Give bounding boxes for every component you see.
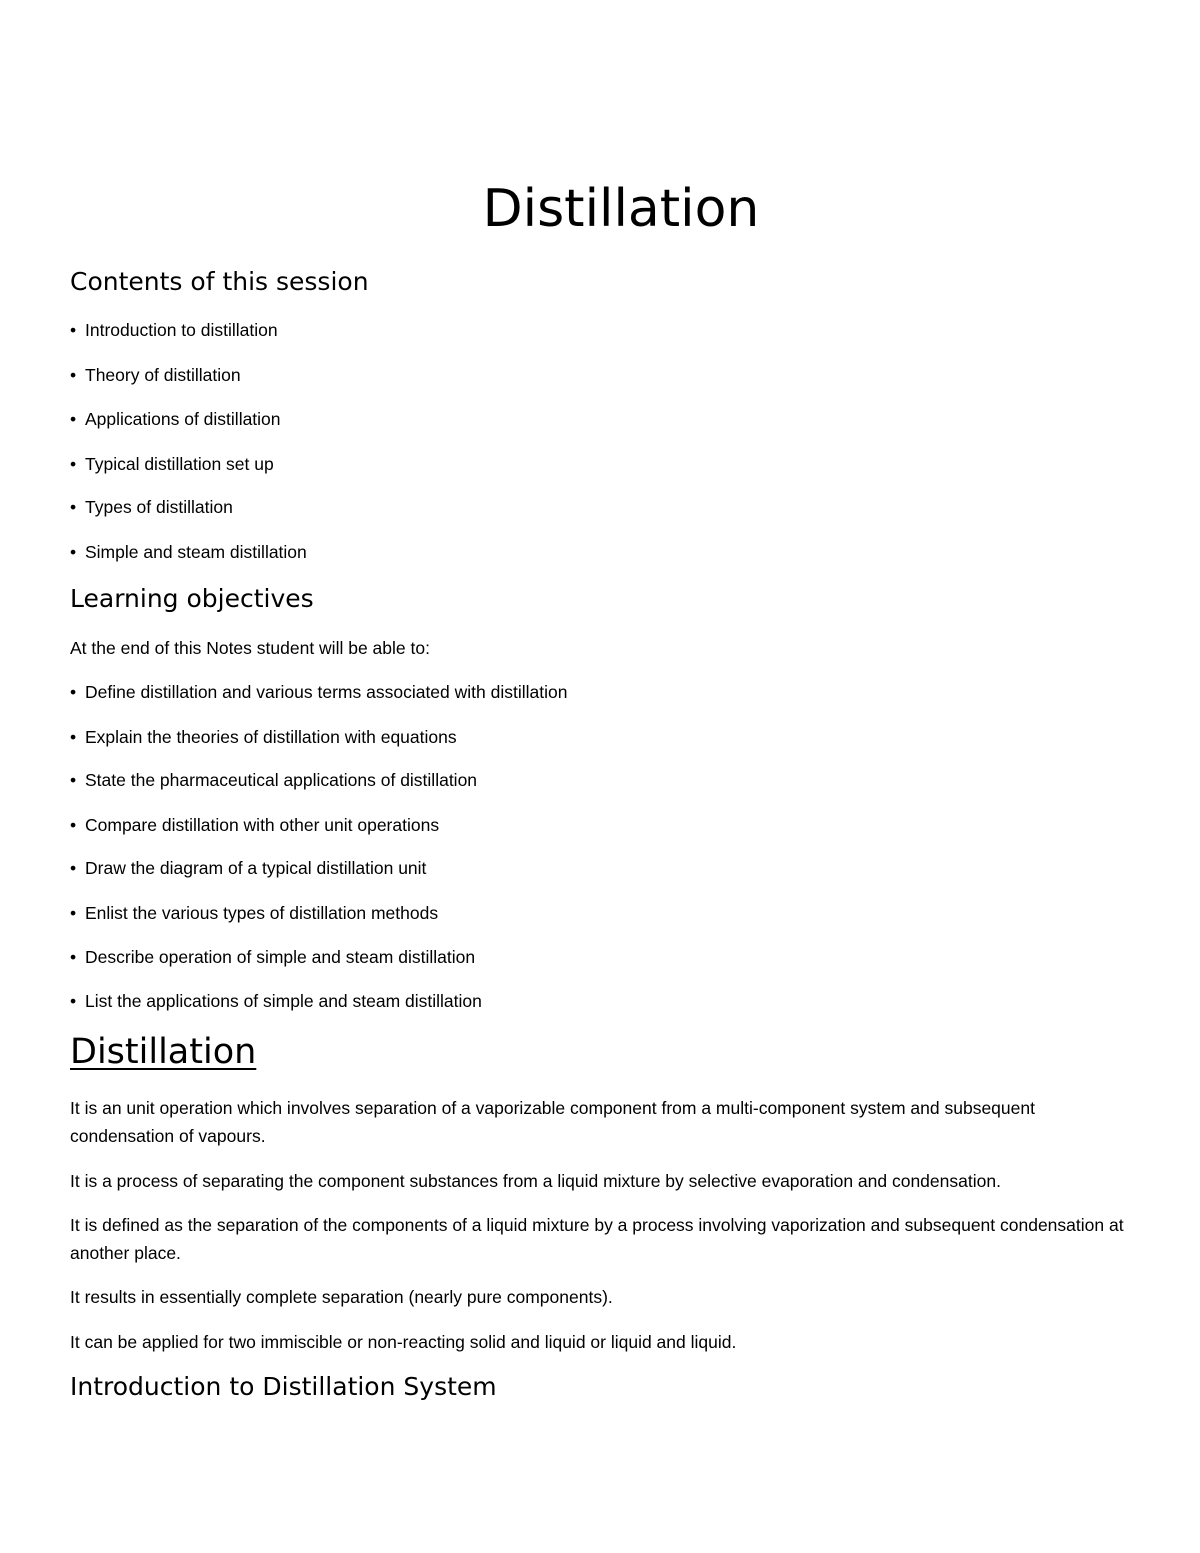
bullet-icon: •: [70, 947, 77, 967]
distillation-paragraph: It results in essentially complete separation (nearly pure components).: [70, 1287, 613, 1307]
objective-item: [70, 768, 477, 792]
bullet-icon: •: [70, 815, 77, 835]
objective-item: [70, 680, 567, 704]
contents-item-text: Types of distillation: [85, 497, 233, 517]
contents-item: [70, 452, 274, 476]
bullet-icon: •: [70, 409, 77, 429]
distillation-heading: Distillation: [70, 1032, 257, 1072]
distillation-paragraph: It is a process of separating the component substances from a liquid mixture by selective evaporation and condensation.: [70, 1171, 1001, 1191]
objectives-intro: At the end of this Notes student will be able to:: [70, 638, 430, 658]
objective-item: [70, 945, 475, 969]
objective-item-text: Explain the theories of distillation with equations: [85, 727, 457, 747]
objective-item-text: Draw the diagram of a typical distillation unit: [85, 858, 427, 878]
objective-item: [70, 856, 426, 880]
objective-item: [70, 813, 439, 837]
contents-item-text: Typical distillation set up: [85, 454, 274, 474]
bullet-icon: •: [70, 858, 77, 878]
bullet-icon: •: [70, 991, 77, 1011]
objective-item-text: State the pharmaceutical applications of distillation: [85, 770, 478, 790]
contents-item: [70, 540, 307, 564]
objective-item-text: Enlist the various types of distillation methods: [85, 903, 439, 923]
bullet-icon: •: [70, 365, 77, 385]
contents-item-text: Introduction to distillation: [85, 320, 278, 340]
contents-item: [70, 318, 278, 342]
bullet-icon: •: [70, 903, 77, 923]
contents-item-text: Simple and steam distillation: [85, 542, 307, 562]
bullet-icon: •: [70, 454, 77, 474]
distillation-paragraph: It is an unit operation which involves separation of a vaporizable component from a multi-component system and subsequent condensation of vapours.: [70, 1098, 1035, 1146]
document-page: [70, 0, 1142, 1553]
bullet-icon: •: [70, 320, 77, 340]
intro-system-heading: Introduction to Distillation System: [70, 1372, 497, 1401]
objective-item-text: Compare distillation with other unit operations: [85, 815, 440, 835]
contents-item-text: Applications of distillation: [85, 409, 281, 429]
objective-item-text: List the applications of simple and steam distillation: [85, 991, 482, 1011]
bullet-icon: •: [70, 497, 77, 517]
objective-item: [70, 989, 482, 1013]
objective-item-text: Define distillation and various terms associated with distillation: [85, 682, 568, 702]
bullet-icon: •: [70, 770, 77, 790]
objective-item: [70, 901, 438, 925]
document-title: Distillation: [482, 179, 760, 239]
bullet-icon: •: [70, 682, 77, 702]
bullet-icon: •: [70, 727, 77, 747]
objective-item: [70, 725, 457, 749]
contents-item-text: Theory of distillation: [85, 365, 241, 385]
contents-item: [70, 363, 241, 387]
bullet-icon: •: [70, 542, 77, 562]
objectives-heading: Learning objectives: [70, 584, 314, 613]
contents-item: [70, 495, 233, 519]
distillation-paragraph: It is defined as the separation of the components of a liquid mixture by a process involving vaporization and subsequent condensation at another place.: [70, 1215, 1124, 1263]
objective-item-text: Describe operation of simple and steam distillation: [85, 947, 476, 967]
contents-heading: Contents of this session: [70, 267, 369, 296]
contents-item: [70, 407, 281, 431]
distillation-paragraph: It can be applied for two immiscible or non-reacting solid and liquid or liquid and liquid.: [70, 1332, 737, 1352]
